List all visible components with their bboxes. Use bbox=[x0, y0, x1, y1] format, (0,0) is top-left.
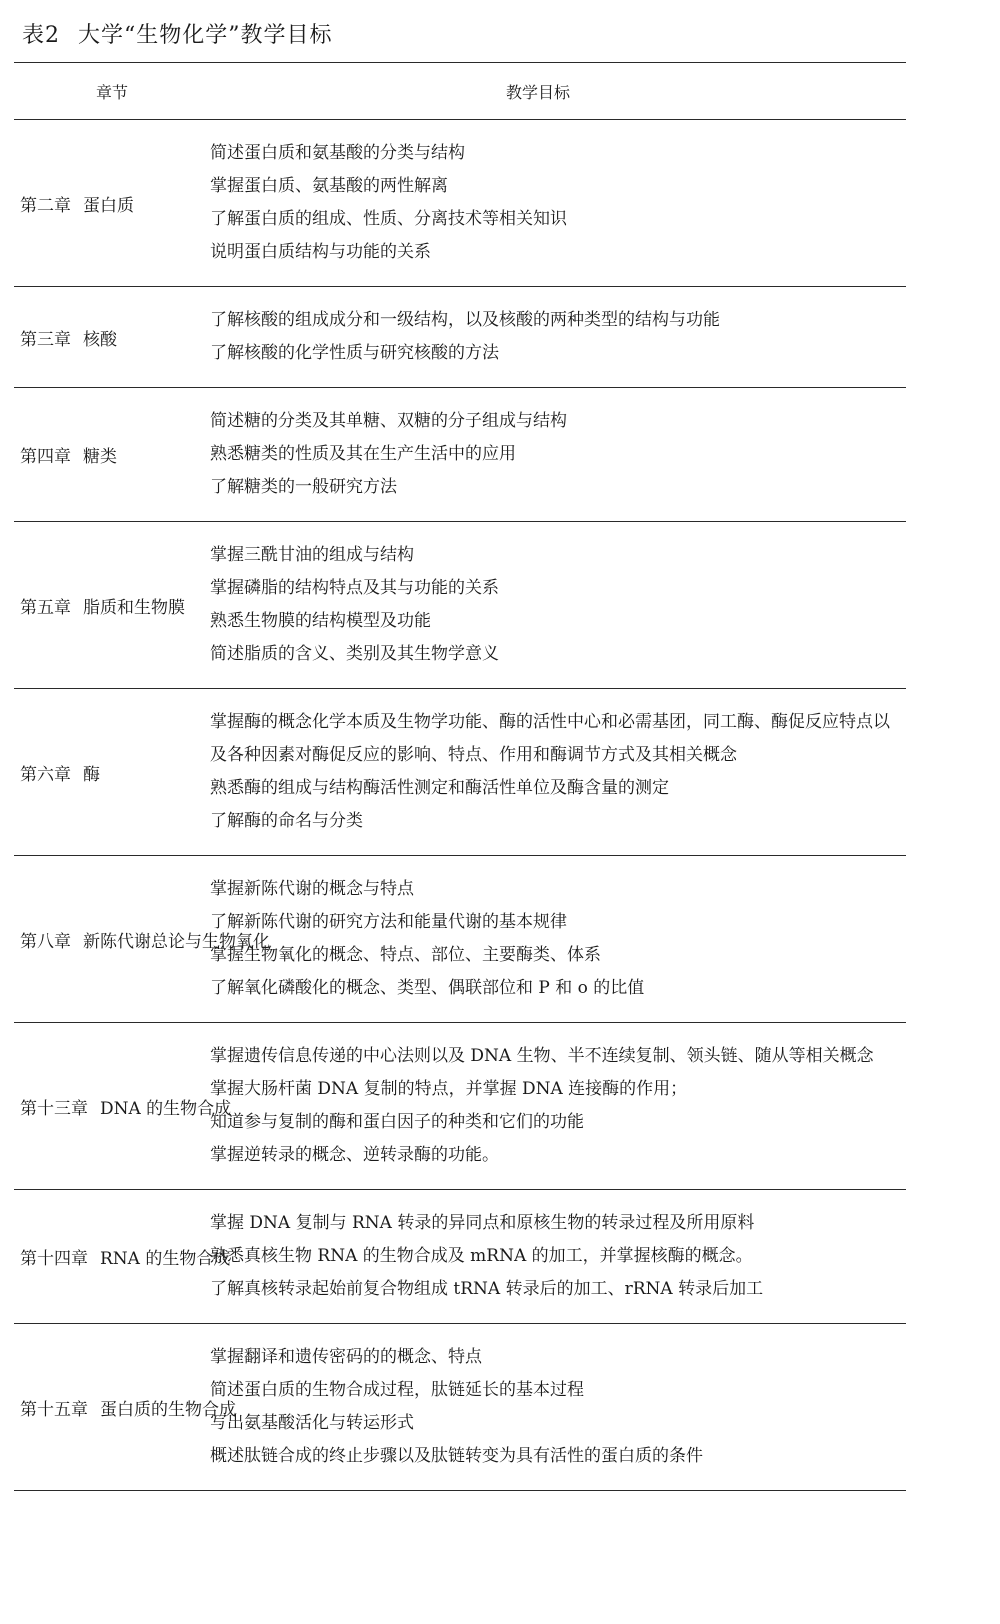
goal-item: 知道参与复制的酶和蛋白因子的种类和它们的功能 bbox=[210, 1112, 584, 1132]
chapter-number: 第五章 bbox=[20, 597, 71, 618]
goal-item: 掌握遗传信息传递的中心法则以及 DNA 生物、半不连续复制、领头链、随从等相关概念 bbox=[210, 1046, 874, 1066]
chapter-name: 蛋白质的生物合成 bbox=[100, 1399, 236, 1420]
goals-cell bbox=[210, 706, 906, 838]
chapter-cell bbox=[14, 593, 210, 618]
table-row bbox=[14, 689, 906, 856]
chapter-number: 第三章 bbox=[20, 329, 71, 350]
goal-item: 概述肽链合成的终止步骤以及肽链转变为具有活性的蛋白质的条件 bbox=[210, 1446, 703, 1466]
goal-item: 了解核酸的化学性质与研究核酸的方法 bbox=[210, 343, 499, 363]
chapter-number: 第四章 bbox=[20, 447, 71, 467]
goal-item: 了解氧化磷酸化的概念、类型、偶联部位和 P 和 o 的比值 bbox=[210, 978, 645, 998]
goal-item: 了解蛋白质的组成、性质、分离技术等相关知识 bbox=[210, 209, 567, 229]
goal-item: 掌握三酰甘油的组成与结构 bbox=[210, 545, 414, 565]
chapter-name: RNA 的生物合成 bbox=[100, 1249, 231, 1269]
chapter-cell bbox=[14, 927, 270, 952]
goals-cell bbox=[210, 137, 906, 269]
goal-item: 了解真核转录起始前复合物组成 tRNA 转录后的加工、rRNA 转录后加工 bbox=[210, 1279, 764, 1299]
chapter-name: 糖类 bbox=[83, 447, 117, 467]
goals-cell bbox=[210, 405, 906, 504]
goal-item: 了解核酸的组成成分和一级结构，以及核酸的两种类型的结构与功能 bbox=[210, 310, 720, 330]
table-number: 表2 bbox=[22, 23, 60, 48]
goal-item: 写出氨基酸活化与转运形式 bbox=[210, 1413, 414, 1433]
goal-item: 掌握蛋白质、氨基酸的两性解离 bbox=[210, 176, 448, 196]
chapter-name: DNA 的生物合成 bbox=[100, 1098, 232, 1119]
table-caption bbox=[22, 18, 333, 49]
chapter-number: 第六章 bbox=[20, 764, 71, 785]
chapter-name: 核酸 bbox=[83, 329, 117, 350]
table-header bbox=[14, 63, 906, 120]
chapter-number: 第十四章 bbox=[20, 1249, 88, 1269]
chapter-cell bbox=[14, 191, 210, 216]
goal-item: 掌握新陈代谢的概念与特点 bbox=[210, 879, 414, 899]
goal-item: 说明蛋白质结构与功能的关系 bbox=[210, 242, 431, 262]
goal-item: 熟悉生物膜的结构模型及功能 bbox=[210, 611, 431, 631]
chapter-cell bbox=[14, 442, 210, 467]
goal-item: 简述脂质的含义、类别及其生物学意义 bbox=[210, 644, 499, 664]
table-row bbox=[14, 120, 906, 287]
chapter-cell bbox=[14, 1395, 236, 1420]
chapter-cell bbox=[14, 1094, 232, 1119]
goal-item: 熟悉糖类的性质及其在生产生活中的应用 bbox=[210, 444, 516, 464]
goal-item: 简述蛋白质的生物合成过程，肽链延长的基本过程 bbox=[210, 1380, 584, 1400]
table-row bbox=[14, 287, 906, 388]
chapter-name: 酶 bbox=[83, 764, 100, 785]
goal-item: 简述糖的分类及其单糖、双糖的分子组成与结构 bbox=[210, 411, 567, 431]
chapter-name: 蛋白质 bbox=[83, 195, 134, 216]
chapter-name: 脂质和生物膜 bbox=[83, 597, 185, 618]
chapter-cell bbox=[14, 325, 210, 350]
goal-item: 了解酶的命名与分类 bbox=[210, 811, 363, 831]
table-row bbox=[14, 1023, 906, 1190]
goal-item: 掌握逆转录的概念、逆转录酶的功能。 bbox=[210, 1145, 499, 1165]
goal-item: 掌握磷脂的结构特点及其与功能的关系 bbox=[210, 578, 499, 598]
chapter-cell bbox=[14, 1244, 231, 1269]
goals-cell bbox=[210, 873, 906, 1005]
chapter-cell bbox=[14, 760, 210, 785]
goal-item: 掌握大肠杆菌 DNA 复制的特点，并掌握 DNA 连接酶的作用； bbox=[210, 1079, 688, 1099]
goals-cell bbox=[210, 539, 906, 671]
goal-item: 了解糖类的一般研究方法 bbox=[210, 477, 397, 497]
chapter-number: 第十三章 bbox=[20, 1098, 88, 1119]
goal-item: 掌握 DNA 复制与 RNA 转录的异同点和原核生物的转录过程及所用原料 bbox=[210, 1213, 755, 1233]
goal-item: 掌握翻译和遗传密码的的概念、特点 bbox=[210, 1347, 482, 1367]
table-row bbox=[14, 522, 906, 689]
goals-cell bbox=[210, 304, 906, 370]
table-row bbox=[14, 1324, 906, 1490]
table-row bbox=[14, 388, 906, 522]
header-chapter: 章节 bbox=[95, 82, 128, 102]
table-title: 大学“生物化学”教学目标 bbox=[78, 23, 333, 48]
teaching-goals-table bbox=[14, 62, 906, 1491]
chapter-number: 第十五章 bbox=[20, 1399, 88, 1420]
goal-item: 了解新陈代谢的研究方法和能量代谢的基本规律 bbox=[210, 912, 567, 932]
goal-item: 熟悉真核生物 RNA 的生物合成及 mRNA 的加工，并掌握核酶的概念。 bbox=[210, 1246, 753, 1266]
chapter-name: 新陈代谢总论与生物氧化 bbox=[83, 931, 270, 952]
goals-cell bbox=[210, 1341, 906, 1473]
table-body bbox=[14, 120, 906, 1490]
chapter-number: 第八章 bbox=[20, 931, 71, 952]
table-row bbox=[14, 1190, 906, 1324]
chapter-number: 第二章 bbox=[20, 195, 71, 216]
goal-item: 掌握生物氧化的概念、特点、部位、主要酶类、体系 bbox=[210, 945, 601, 965]
goal-item: 简述蛋白质和氨基酸的分类与结构 bbox=[210, 143, 465, 163]
header-goals: 教学目标 bbox=[505, 82, 570, 102]
goal-item: 掌握酶的概念化学本质及生物学功能、酶的活性中心和必需基团，同工酶、酶促反应特点以及各种因素对酶促反应的影响、特点、作用和酶调节方式及其相关概念 bbox=[210, 712, 890, 765]
goals-cell bbox=[210, 1207, 906, 1306]
table-row bbox=[14, 856, 906, 1023]
goals-cell bbox=[210, 1040, 906, 1172]
goal-item: 熟悉酶的组成与结构酶活性测定和酶活性单位及酶含量的测定 bbox=[210, 778, 669, 798]
